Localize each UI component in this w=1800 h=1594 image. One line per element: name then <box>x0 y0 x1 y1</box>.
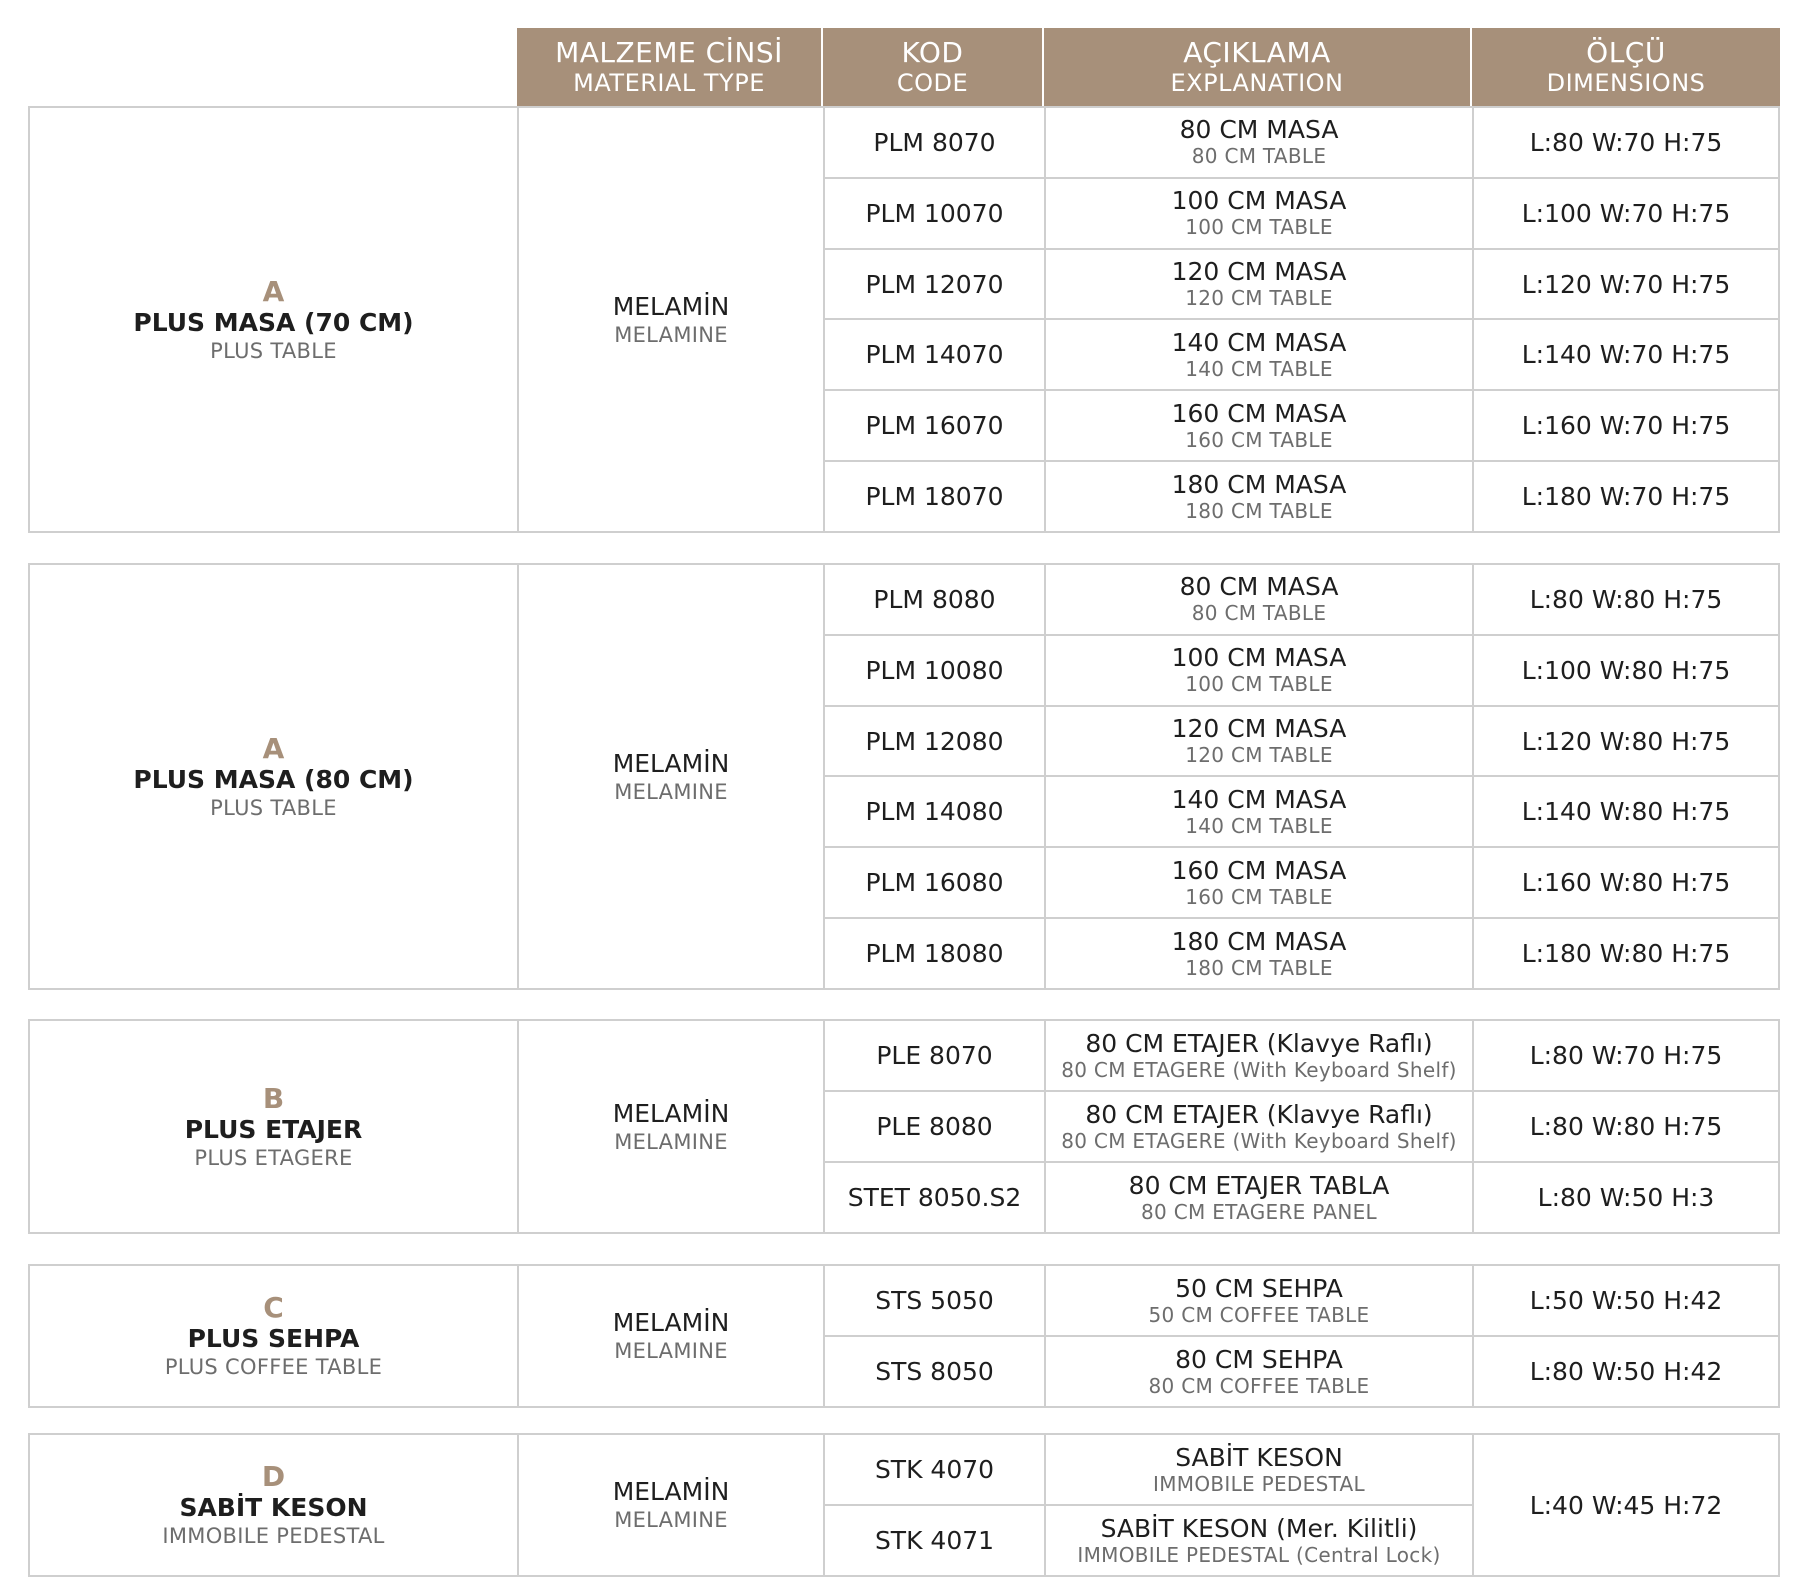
desc-tr: 180 CM MASA <box>1171 926 1347 956</box>
desc-tr: 180 CM MASA <box>1171 469 1347 499</box>
product-group-sabit-keson <box>28 1433 1780 1577</box>
code-cell: PLM 14070 <box>825 320 1046 389</box>
header-material-en: MATERIAL TYPE <box>573 69 765 97</box>
dim-cell: L:120 W:80 H:75 <box>1521 726 1731 756</box>
group-name-en: IMMOBILE PEDESTAL <box>162 1524 385 1548</box>
code-cell: STK 4071 <box>825 1506 1046 1575</box>
header-material <box>517 28 823 106</box>
group-name: SABİT KESON <box>179 1493 368 1522</box>
desc-tr: SABİT KESON <box>1175 1442 1343 1472</box>
desc-en: 180 CM TABLE <box>1185 955 1333 980</box>
dim-cell: L:160 W:80 H:75 <box>1521 868 1731 898</box>
code-cell: PLM 18070 <box>825 462 1046 531</box>
material-cell <box>519 1266 825 1406</box>
material-tr: MELAMİN <box>612 748 730 778</box>
desc-en: 80 CM TABLE <box>1191 144 1327 169</box>
desc-cell <box>1046 1163 1474 1232</box>
group-letter: A <box>262 274 285 308</box>
desc-tr: 80 CM SEHPA <box>1175 1344 1343 1374</box>
desc-tr: 140 CM MASA <box>1171 784 1347 814</box>
desc-cell <box>1046 1506 1474 1575</box>
desc-cell <box>1046 391 1474 460</box>
header-code-tr: KOD <box>901 36 964 69</box>
desc-cell <box>1046 777 1474 846</box>
dim-cell: L:80 W:70 H:75 <box>1529 127 1723 157</box>
table-row <box>825 1435 1474 1506</box>
table-row <box>825 565 1778 636</box>
desc-en: 120 CM TABLE <box>1185 286 1333 311</box>
desc-cell <box>1046 1021 1474 1090</box>
material-cell <box>519 1435 825 1575</box>
desc-tr: 140 CM MASA <box>1171 327 1347 357</box>
header-dimensions <box>1472 28 1780 106</box>
material-cell <box>519 565 825 988</box>
group-name-en: PLUS TABLE <box>210 338 337 363</box>
desc-cell <box>1046 462 1474 531</box>
desc-en: 100 CM TABLE <box>1185 672 1333 697</box>
material-en: MELAMINE <box>614 1129 728 1154</box>
table-header <box>517 28 1780 106</box>
desc-en: 140 CM TABLE <box>1185 356 1333 381</box>
desc-cell <box>1046 636 1474 705</box>
group-name-cell <box>30 1266 519 1406</box>
code-cell: STS 8050 <box>825 1337 1046 1406</box>
code-cell: PLM 14080 <box>825 777 1046 846</box>
header-explanation <box>1044 28 1472 106</box>
desc-tr: 160 CM MASA <box>1171 398 1347 428</box>
product-group-plus-etajer <box>28 1019 1780 1234</box>
group-name-en: PLUS TABLE <box>210 795 337 820</box>
desc-cell <box>1046 1337 1474 1406</box>
group-name: PLUS ETAJER <box>184 1114 363 1144</box>
group-name: PLUS MASA (70 CM) <box>133 307 414 337</box>
code-cell: PLM 16070 <box>825 391 1046 460</box>
desc-en: 180 CM TABLE <box>1185 498 1333 523</box>
product-group-plus-masa-70 <box>28 106 1780 533</box>
group-letter: B <box>262 1081 285 1115</box>
group-name-cell <box>30 1021 519 1232</box>
dim-cell: L:140 W:70 H:75 <box>1521 340 1731 370</box>
desc-tr: 50 CM SEHPA <box>1175 1273 1343 1303</box>
dim-cell: L:160 W:70 H:75 <box>1521 411 1731 441</box>
desc-en: IMMOBILE PEDESTAL (Central Lock) <box>1077 1542 1441 1567</box>
group-name-en: PLUS COFFEE TABLE <box>164 1355 383 1379</box>
table-row <box>825 1337 1778 1406</box>
material-en: MELAMINE <box>614 1339 728 1363</box>
desc-cell <box>1046 108 1474 177</box>
group-letter: D <box>261 1460 286 1493</box>
dim-cell: L:80 W:80 H:75 <box>1529 584 1723 614</box>
material-cell <box>519 1021 825 1232</box>
desc-cell <box>1046 1266 1474 1335</box>
group-name-cell <box>30 1435 519 1575</box>
desc-cell <box>1046 1092 1474 1161</box>
table-row <box>825 636 1778 707</box>
table-row <box>825 462 1778 531</box>
group-letter: C <box>263 1291 284 1324</box>
desc-en: IMMOBILE PEDESTAL <box>1153 1471 1365 1496</box>
dim-cell: L:80 W:50 H:3 <box>1537 1183 1715 1212</box>
dim-cell: L:100 W:70 H:75 <box>1521 198 1731 228</box>
desc-cell <box>1046 1435 1474 1504</box>
desc-cell <box>1046 179 1474 248</box>
desc-en: 80 CM ETAGERE PANEL <box>1141 1199 1377 1224</box>
table-row <box>825 320 1778 391</box>
group-name-en: PLUS ETAGERE <box>194 1145 353 1170</box>
dim-cell: L:140 W:80 H:75 <box>1521 797 1731 827</box>
desc-en: 80 CM ETAGERE (With Keyboard Shelf) <box>1061 1128 1457 1153</box>
product-group-plus-masa-80 <box>28 563 1780 990</box>
group-name-cell <box>30 565 519 988</box>
group-letter: A <box>262 731 285 765</box>
dim-cell: L:180 W:70 H:75 <box>1521 482 1731 512</box>
desc-en: 80 CM COFFEE TABLE <box>1148 1373 1370 1398</box>
material-en: MELAMINE <box>614 322 728 347</box>
material-tr: MELAMİN <box>612 1477 730 1506</box>
material-tr: MELAMİN <box>612 1308 730 1337</box>
code-cell: PLM 16080 <box>825 848 1046 917</box>
material-tr: MELAMİN <box>612 1098 730 1128</box>
desc-tr: 100 CM MASA <box>1171 643 1347 673</box>
product-group-plus-sehpa <box>28 1264 1780 1408</box>
dim-cell: L:100 W:80 H:75 <box>1521 655 1731 685</box>
header-code <box>823 28 1044 106</box>
desc-tr: 80 CM ETAJER (Klavye Raflı) <box>1085 1028 1433 1058</box>
desc-cell <box>1046 848 1474 917</box>
dim-cell: L:180 W:80 H:75 <box>1521 939 1731 969</box>
dim-cell: L:80 W:50 H:42 <box>1529 1357 1723 1386</box>
dim-cell: L:120 W:70 H:75 <box>1521 269 1731 299</box>
material-cell <box>519 108 825 531</box>
table-row <box>825 919 1778 988</box>
code-cell: STK 4070 <box>825 1435 1046 1504</box>
header-dimensions-tr: ÖLÇÜ <box>1586 36 1666 69</box>
desc-tr: 100 CM MASA <box>1171 186 1347 216</box>
header-material-tr: MALZEME CİNSİ <box>555 36 783 69</box>
group-name: PLUS SEHPA <box>187 1324 360 1353</box>
material-en: MELAMINE <box>614 1508 728 1532</box>
code-cell: PLM 10080 <box>825 636 1046 705</box>
desc-tr: SABİT KESON (Mer. Kilitli) <box>1100 1513 1418 1543</box>
desc-tr: 80 CM MASA <box>1179 115 1339 145</box>
code-cell: PLM 8080 <box>825 565 1046 634</box>
desc-cell <box>1046 707 1474 776</box>
desc-en: 160 CM TABLE <box>1185 884 1333 909</box>
code-cell: PLM 10070 <box>825 179 1046 248</box>
header-code-en: CODE <box>896 69 969 97</box>
desc-en: 80 CM TABLE <box>1191 601 1327 626</box>
dim-cell: L:50 W:50 H:42 <box>1529 1286 1723 1315</box>
desc-cell <box>1046 919 1474 988</box>
table-row <box>825 1163 1778 1232</box>
table-row <box>825 1021 1778 1092</box>
table-row <box>825 707 1778 778</box>
code-cell: STS 5050 <box>825 1266 1046 1335</box>
table-row <box>825 777 1778 848</box>
group-name-cell <box>30 108 519 531</box>
desc-cell <box>1046 250 1474 319</box>
desc-tr: 80 CM ETAJER TABLA <box>1128 1170 1390 1200</box>
dim-cell: L:80 W:80 H:75 <box>1529 1112 1723 1141</box>
code-cell: STET 8050.S2 <box>825 1163 1046 1232</box>
table-row <box>825 1506 1474 1575</box>
code-cell: PLE 8070 <box>825 1021 1046 1090</box>
table-row <box>825 1092 1778 1163</box>
desc-tr: 160 CM MASA <box>1171 855 1347 885</box>
table-row <box>825 179 1778 250</box>
code-cell: PLE 8080 <box>825 1092 1046 1161</box>
header-dimensions-en: DIMENSIONS <box>1546 69 1706 97</box>
desc-cell <box>1046 320 1474 389</box>
desc-en: 120 CM TABLE <box>1185 743 1333 768</box>
shared-dim-cell: L:40 W:45 H:72 <box>1529 1490 1723 1520</box>
desc-en: 100 CM TABLE <box>1185 215 1333 240</box>
desc-tr: 120 CM MASA <box>1171 714 1347 744</box>
desc-en: 80 CM ETAGERE (With Keyboard Shelf) <box>1061 1057 1457 1082</box>
desc-en: 160 CM TABLE <box>1185 427 1333 452</box>
dim-cell: L:80 W:70 H:75 <box>1529 1041 1723 1070</box>
group-name: PLUS MASA (80 CM) <box>133 764 414 794</box>
desc-en: 50 CM COFFEE TABLE <box>1148 1302 1370 1327</box>
header-explanation-tr: AÇIKLAMA <box>1183 36 1331 69</box>
table-row <box>825 1266 1778 1337</box>
table-row <box>825 250 1778 321</box>
material-en: MELAMINE <box>614 779 728 804</box>
table-row <box>825 391 1778 462</box>
desc-tr: 80 CM MASA <box>1179 572 1339 602</box>
code-cell: PLM 12070 <box>825 250 1046 319</box>
table-row <box>825 108 1778 179</box>
code-cell: PLM 8070 <box>825 108 1046 177</box>
code-cell: PLM 12080 <box>825 707 1046 776</box>
material-tr: MELAMİN <box>612 291 730 321</box>
desc-en: 140 CM TABLE <box>1185 813 1333 838</box>
header-explanation-en: EXPLANATION <box>1170 69 1344 97</box>
table-row <box>825 848 1778 919</box>
desc-tr: 80 CM ETAJER (Klavye Raflı) <box>1085 1099 1433 1129</box>
desc-tr: 120 CM MASA <box>1171 257 1347 287</box>
desc-cell <box>1046 565 1474 634</box>
code-cell: PLM 18080 <box>825 919 1046 988</box>
